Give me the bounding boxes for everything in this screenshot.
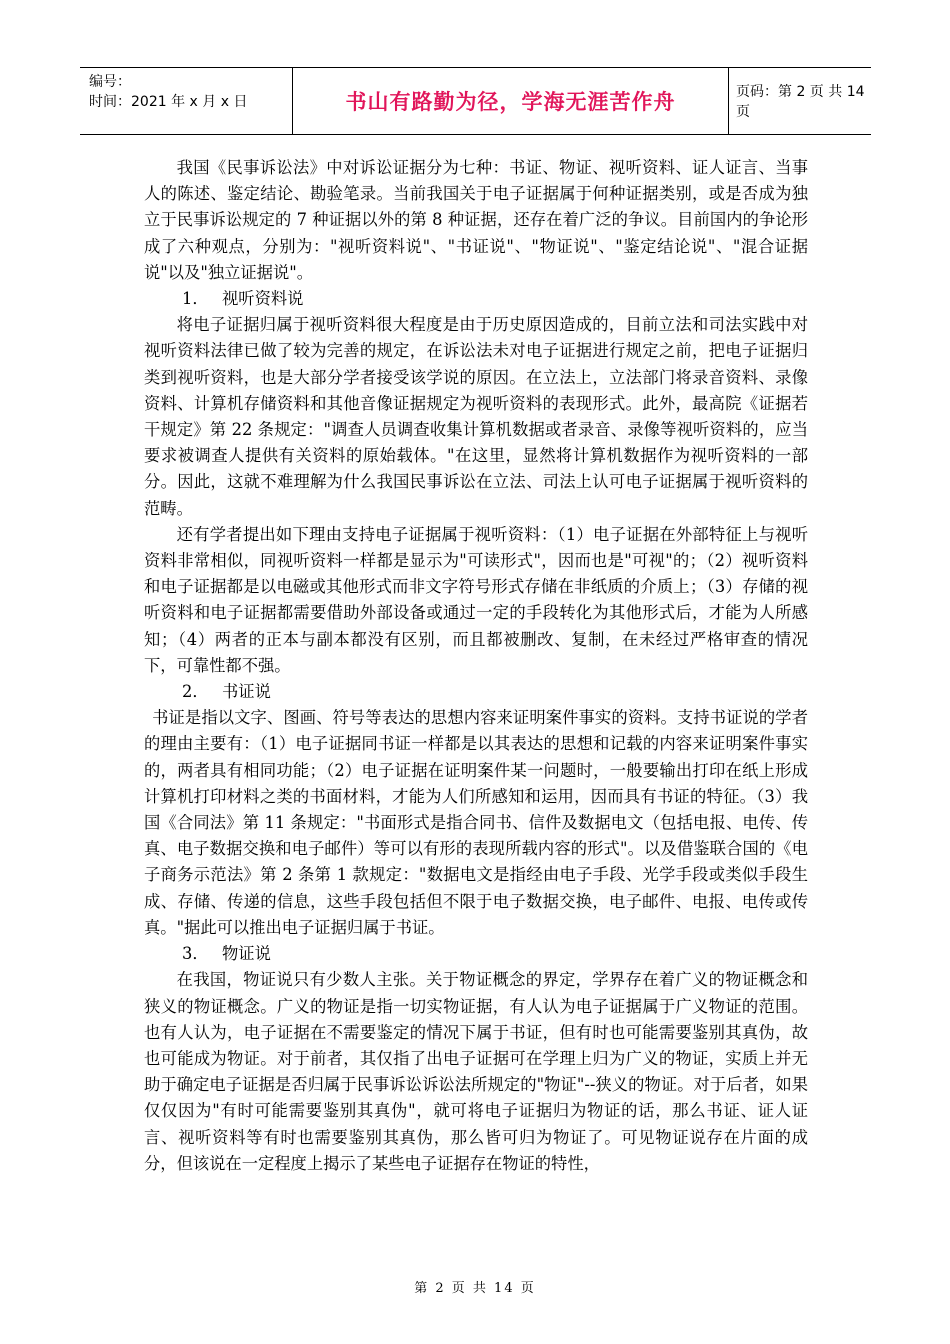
page-header — [80, 67, 871, 135]
section-number: 1． — [182, 289, 209, 309]
header-page-info: 页码：第 2 页 共 14 页 — [736, 84, 865, 120]
paragraph: 将电子证据归属于视听资料很大程度是由于历史原因造成的，目前立法和司法实践中对视听资料法律已做了较为完善的规定，在诉讼法未对电子证据进行规定之前，把电子证据归类到视听资料，也是大部分学者接受该学说的原因。在立法上，立法部门将录音资料、录像资料、计算机存储资料和其他音像证据规定为视听资料的表现形式。此外，最高院《证据若干规定》第 22 条规定："调查人员调查收集计算机数据或者录音、录像等视听资料的，应当要求被调查人提供有关资料的原始载体。"在这里，显然将计算机数据作为视听资料的一部分。因此，这就不难理解为什么我国民事诉讼在立法、司法上认可电子证据属于视听资料的范畴。 — [144, 315, 808, 518]
section-title: 物证说 — [222, 944, 271, 964]
header-motto-cell — [293, 68, 729, 134]
header-page-info-cell — [729, 68, 871, 134]
section-title: 书证说 — [222, 682, 271, 702]
section-number: 3． — [182, 944, 209, 964]
header-meta — [80, 68, 293, 134]
document-number-label: 编号： — [89, 74, 131, 90]
section-title: 视听资料说 — [222, 289, 304, 309]
page-footer: 第 2 页 共 14 页 — [414, 1281, 536, 1296]
paragraph: 在我国，物证说只有少数人主张。关于物证概念的界定，学界存在着广义的物证概念和狭义的物证概念。广义的物证是指一切实物证据，有人认为电子证据属于广义物证的范围。也有人认为，电子证据在不需要鉴定的情况下属于书证，但有时也可能需要鉴别其真伪，故也可能成为物证。对于前者，其仅指了出电子证据可在学理上归为广义的物证，实质上并无助于确定电子证据是否归属于民事诉讼诉讼法所规定的"物证"--狭义的物证。对于后者，如果仅仅因为"有时可能需要鉴别其真伪"，就可将电子证据归为物证的话，那么书证、证人证言、视听资料等有时也需要鉴别其真伪，那么皆可归为物证了。可见物证说存在片面的成分，但该说在一定程度上揭示了某些电子证据存在物证的特性， — [144, 970, 808, 1173]
section-heading — [144, 679, 808, 705]
document-date-label: 时间：2021 年 x 月 x 日 — [89, 94, 248, 110]
paragraph: 还有学者提出如下理由支持电子证据属于视听资料：（1）电子证据在外部特征上与视听资料非常相似，同视听资料一样都是显示为"可读形式"，因而也是"可视"的；（2）视听资料和电子证据都是以电磁或其他形式而非文字符号形式存储在非纸质的介质上；（3）存储的视听资料和电子证据都需要借助外部设备或通过一定的手段转化为其他形式后，才能为人所感知；（4）两者的正本与副本都没有区别，而且都被删改、复制，在未经过严格审查的情况下，可靠性都不强。 — [144, 524, 808, 675]
paragraph: 书证是指以文字、图画、符号等表达的思想内容来证明案件事实的资料。支持书证说的学者的理由主要有：（1）电子证据同书证一样都是以其表达的思想和记载的内容来证明案件事实的，两者具有相同功能；（2）电子证据在证明案件某一问题时，一般要输出打印在纸上形成计算机打印材料之类的书面材料，才能为人们所感知和运用，因而具有书证的特征。（3）我国《合同法》第 11 条规定："书面形式是指合同书、信件及数据电文（包括电报、电传、传真、电子数据交换和电子邮件）等可以有形的表现所载内容的形式"。以及借鉴联合国的《电子商务示范法》第 2 条第 1 款规定："数据电文是指经由电子手段、光学手段或类似手段生成、存储、传递的信息，这些手段包括但不限于电子数据交换，电子邮件、电报、电传或传真。"据此可以推出电子证据归属于书证。 — [144, 708, 808, 937]
document-body — [144, 155, 808, 1177]
section-heading — [144, 941, 808, 967]
section-heading — [144, 286, 808, 312]
paragraph: 我国《民事诉讼法》中对诉讼证据分为七种：书证、物证、视听资料、证人证言、当事人的陈述、鉴定结论、勘验笔录。当前我国关于电子证据属于何种证据类别，或是否成为独立于民事诉讼规定的 7 种证据以外的第 8 种证据，还存在着广泛的争议。目前国内的争论形成了六种观点，分别为："视听资料说"、"书证说"、"物证说"、"鉴定结论说"、"混合证据说"以及"独立证据说"。 — [144, 158, 808, 282]
header-motto: 书山有路勤为径，学海无涯苦作舟 — [345, 90, 676, 114]
section-number: 2． — [182, 682, 209, 702]
